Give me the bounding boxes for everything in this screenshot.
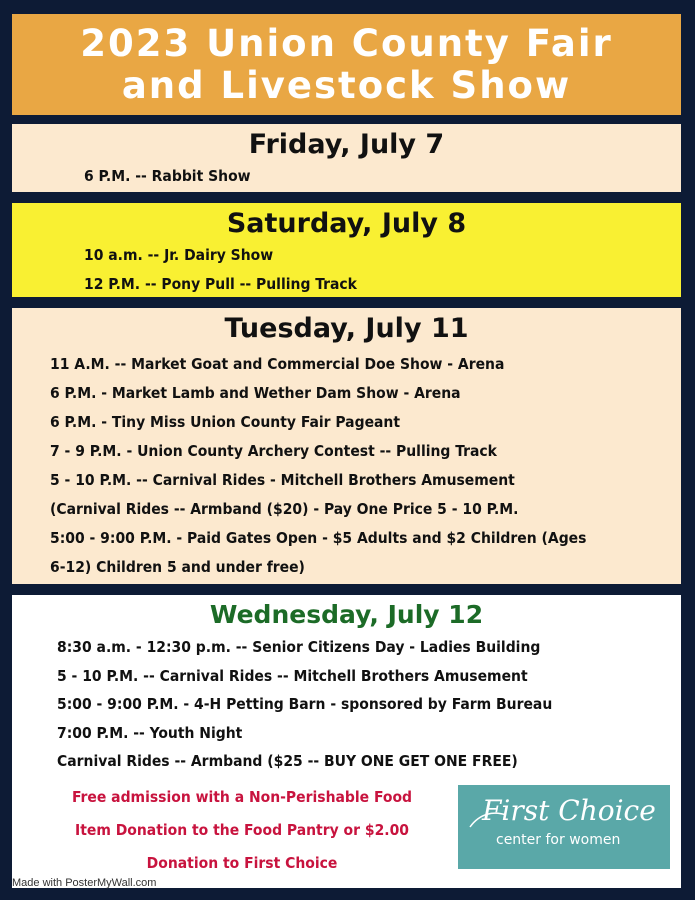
friday-heading: Friday, July 7	[248, 129, 445, 160]
event-item: 5 - 10 P.M. -- Carnival Rides - Mitchell Brothers Amusement	[50, 471, 515, 489]
event-item: 6 P.M. - Tiny Miss Union County Fair Pageant	[50, 413, 401, 431]
first-choice-logo	[458, 785, 670, 869]
saturday-heading: Saturday, July 8	[226, 208, 467, 239]
title-banner	[12, 14, 681, 115]
notice-line-3: Donation to First Choice	[146, 854, 338, 872]
event-item: 11 A.M. -- Market Goat and Commercial Doe Show - Arena	[50, 355, 505, 373]
logo-subtitle: center for women	[496, 832, 621, 848]
title-line-1: 2023 Union County Fair	[80, 21, 613, 65]
tuesday-section	[12, 308, 681, 584]
event-item: 5:00 - 9:00 P.M. - 4-H Petting Barn - sponsored by Farm Bureau	[57, 695, 553, 713]
event-item: 8:30 a.m. - 12:30 p.m. -- Senior Citizens Day - Ladies Building	[57, 638, 541, 656]
event-item: 5:00 - 9:00 P.M. - Paid Gates Open - $5 Adults and $2 Children (Ages	[50, 529, 587, 547]
notice-line-1: Free admission with a Non-Perishable Food	[71, 788, 413, 806]
saturday-section	[12, 203, 681, 297]
event-item: 6-12) Children 5 and under free)	[50, 558, 305, 576]
watermark: Made with PosterMyWall.com	[12, 877, 157, 889]
event-item: 12 P.M. -- Pony Pull -- Pulling Track	[84, 275, 357, 293]
title-line-2: and Livestock Show	[121, 63, 572, 107]
event-item: 7 - 9 P.M. - Union County Archery Contest -- Pulling Track	[50, 442, 497, 460]
event-item: 6 P.M. - Market Lamb and Wether Dam Show - Arena	[50, 384, 461, 402]
tuesday-heading: Tuesday, July 11	[224, 313, 469, 344]
event-item: 10 a.m. -- Jr. Dairy Show	[84, 246, 274, 264]
event-item: Carnival Rides -- Armband ($25 -- BUY ONE GET ONE FREE)	[57, 752, 518, 770]
event-item: 7:00 P.M. -- Youth Night	[57, 723, 243, 742]
notice-line-2: Item Donation to the Food Pantry or $2.00	[75, 821, 409, 839]
event-item: 5 - 10 P.M. -- Carnival Rides -- Mitchell Brothers Amusement	[57, 666, 528, 685]
event-item: (Carnival Rides -- Armband ($20) - Pay One Price 5 - 10 P.M.	[50, 500, 519, 518]
wednesday-section	[12, 595, 681, 888]
wednesday-heading: Wednesday, July 12	[209, 600, 484, 629]
event-item: 6 P.M. -- Rabbit Show	[84, 167, 251, 185]
friday-section	[12, 124, 681, 192]
free-admission-notice	[32, 781, 452, 880]
logo-script-text: First Choice	[482, 794, 656, 827]
